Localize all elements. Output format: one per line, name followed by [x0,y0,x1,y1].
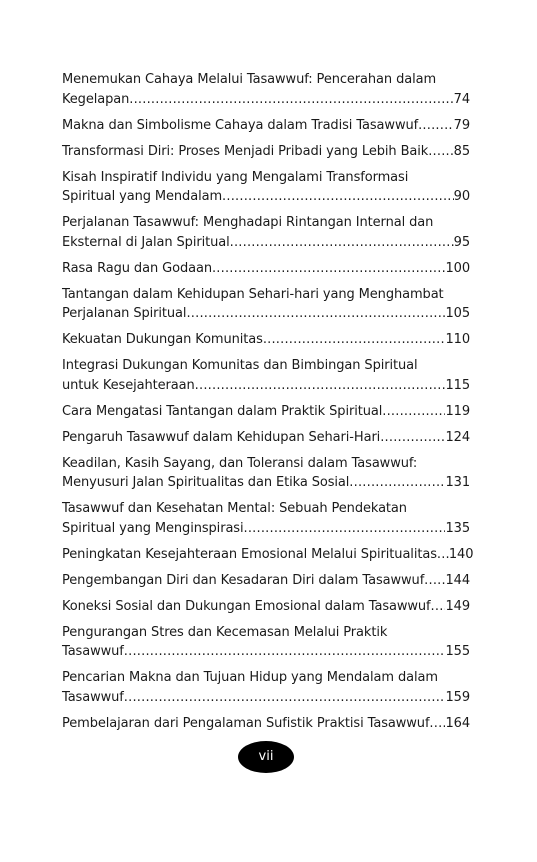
toc-entry[interactable] [62,142,470,162]
toc-page-number: 164 [445,715,470,731]
toc-entry-row [62,330,470,350]
toc-page-number: 131 [445,475,470,490]
toc-entry-title-line: untuk Kesejahteraan [62,377,195,393]
toc-page-number: 95 [453,234,470,250]
toc-entry[interactable] [62,70,470,109]
toc-page-number: 140 [448,546,474,562]
toc-entry-title-line: Spiritual yang Mendalam [62,189,223,204]
dot-leader [212,259,446,279]
toc-page-number: 74 [453,91,470,107]
toc-entry[interactable] [62,330,470,350]
toc-entry-title-line: Integrasi Dukungan Komunitas dan Bimbingan Spiritual [62,358,418,373]
toc-entry-row [62,714,470,734]
toc-page-number: 135 [445,520,470,536]
toc-entry-row [62,545,474,565]
toc-entry[interactable] [62,285,470,324]
dot-leader [431,597,446,617]
toc-page-number: 119 [445,403,470,419]
toc-entry-title-line: Spiritual yang Menginspirasi [62,520,244,536]
toc-entry[interactable] [62,571,470,591]
dot-leader [124,688,446,708]
toc-entry-title-line: Rasa Ragu dan Godaan [62,260,212,276]
toc-page-number: 100 [445,260,470,276]
toc-entry-title-line: Koneksi Sosial dan Dukungan Emosional dalam Tasawwuf [62,598,431,614]
toc-entry[interactable] [62,545,474,565]
toc-entry-title-line: Eksternal di Jalan Spiritual [62,234,230,250]
toc-page-number: 159 [445,689,470,705]
dot-leader [230,233,454,253]
toc-entry-row [62,597,470,617]
toc-entry-row [62,402,470,422]
toc-entry-title-line: Peningkatan Kesejahteraan Emosional Melalui Spiritualitas [62,546,437,562]
dot-leader [195,376,446,396]
toc-entry-title-line: Pembelajaran dari Pengalaman Sufistik Praktisi Tasawwuf [62,715,430,731]
dot-leader [222,187,454,207]
dot-leader [244,519,446,539]
toc-entry-title-line: Tantangan dalam Kehidupan Sehari-hari yang Menghambat [62,286,444,302]
toc-entry-row [62,90,470,110]
toc-entry-row [62,116,470,136]
toc-entry-title-line: Kegelapan [62,91,130,107]
dot-leader [429,714,445,734]
toc-entry-title-line: Pengaruh Tasawwuf dalam Kehidupan Sehari-Hari [62,429,381,445]
page-number-badge: vii [238,741,294,773]
toc-entry-row [62,187,470,207]
toc-entry[interactable] [62,356,470,395]
toc-entry[interactable] [62,668,470,707]
toc-page-number: 149 [445,598,470,614]
toc-entry-title-line: Perjalanan Tasawwuf: Menghadapi Rintangan Internal dan [62,215,434,230]
toc-entry-row [62,142,470,162]
toc-entry[interactable] [62,259,470,279]
dot-leader [349,473,445,493]
toc-entry[interactable] [62,499,470,538]
table-of-contents [62,70,474,740]
toc-entry-row [62,688,470,708]
toc-entry-title-line: Pencarian Makna dan Tujuan Hidup yang Mendalam dalam [62,670,438,685]
toc-page-number: 79 [453,117,470,133]
dot-leader [418,116,454,136]
toc-entry[interactable] [62,168,470,207]
toc-page-number: 85 [453,143,470,159]
dot-leader [124,642,446,662]
toc-page-number: 144 [445,572,470,588]
toc-page-number: 110 [445,332,470,347]
toc-entry-title-line: Keadilan, Kasih Sayang, dan Toleransi dalam Tasawwuf: [62,455,418,471]
toc-entry-title-line: Transformasi Diri: Proses Menjadi Pribadi yang Lebih Baik [62,143,429,159]
toc-entry[interactable] [62,213,470,252]
toc-entry-title-line: Cara Mengatasi Tantangan dalam Praktik Spiritual [62,403,383,419]
toc-entry-row [62,233,470,253]
dot-leader [424,571,445,591]
toc-entry-title-line: Pengurangan Stres dan Kecemasan Melalui Praktik [62,624,388,640]
toc-entry[interactable] [62,714,470,734]
dot-leader [186,304,445,324]
dot-leader [129,90,453,110]
toc-entry[interactable] [62,116,470,136]
dot-leader [263,330,446,350]
toc-page-number: 90 [453,189,470,204]
toc-entry[interactable] [62,402,470,422]
toc-entry[interactable] [62,454,470,493]
toc-page-number: 155 [445,644,470,659]
toc-entry-title-line: Pengembangan Diri dan Kesadaran Diri dalam Tasawwuf [62,572,425,588]
toc-entry-row [62,473,470,493]
toc-page-number: 115 [445,377,470,393]
toc-entry-title-line: Menyusuri Jalan Spiritualitas dan Etika Sosial [62,475,350,490]
toc-entry-title-line: Tasawwuf dan Kesehatan Mental: Sebuah Pendekatan [62,501,407,516]
toc-entry-title-line: Kekuatan Dukungan Komunitas [62,332,263,347]
toc-entry[interactable] [62,428,470,448]
toc-entry-title-line: Kisah Inspiratif Individu yang Mengalami Transformasi [62,169,409,185]
toc-entry-title-line: Menemukan Cahaya Melalui Tasawwuf: Pencerahan dalam [62,72,437,87]
toc-page-number: 124 [445,429,470,445]
toc-entry-row [62,428,470,448]
toc-entry[interactable] [62,623,470,662]
dot-leader [382,402,445,422]
toc-entry-title-line: Tasawwuf [62,689,124,705]
toc-entry-row [62,376,470,396]
toc-entry-title-line: Tasawwuf [62,644,124,659]
toc-entry-title-line: Makna dan Simbolisme Cahaya dalam Tradisi Tasawwuf [62,117,419,133]
toc-entry-row [62,571,470,591]
toc-entry-row [62,642,470,662]
dot-leader [428,142,453,162]
toc-entry-row [62,304,470,324]
dot-leader [437,545,449,565]
toc-page-number: 105 [445,306,470,321]
toc-entry-title-line: Perjalanan Spiritual [62,306,187,321]
toc-entry[interactable] [62,597,470,617]
toc-entry-row [62,259,470,279]
dot-leader [380,428,445,448]
toc-entry-row [62,519,470,539]
